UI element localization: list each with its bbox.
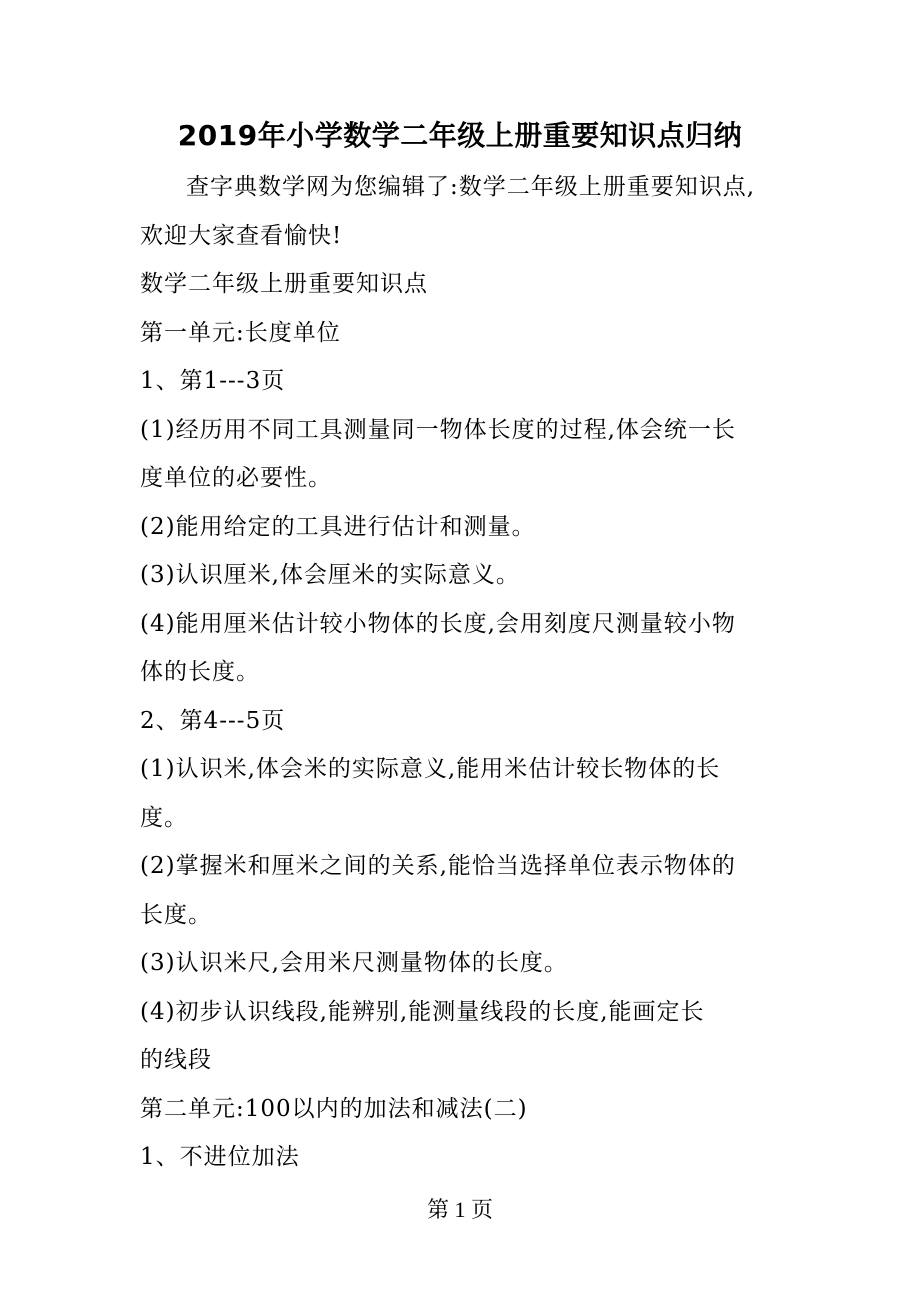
list-item-line: 的线段 [140, 1047, 212, 1073]
list-item-line: (2)能用给定的工具进行估计和测量。 [140, 513, 536, 540]
list-item-line: 度。 [140, 804, 188, 831]
list-item-line: 体的长度。 [140, 659, 260, 685]
paragraph-line: 查字典数学网为您编辑了:数学二年级上册重要知识点, [186, 174, 756, 200]
paragraph-line: 欢迎大家查看愉快! [140, 222, 343, 249]
document-body [140, 163, 790, 1182]
lesson-heading: 1、不进位加法 [140, 1144, 300, 1170]
lesson-heading: 2、第4---5页 [140, 707, 286, 734]
list-item-line: (4)初步认识线段,能辨别,能测量线段的长度,能画定长 [140, 998, 705, 1025]
list-item-line: (2)掌握米和厘米之间的关系,能恰当选择单位表示物体的 [140, 853, 736, 879]
lesson-heading: 1、第1---3页 [140, 368, 286, 394]
list-item-line: 度单位的必要性。 [140, 465, 332, 491]
document-title: 2019年小学数学二年级上册重要知识点归纳 [177, 119, 743, 152]
list-item-line: (3)认识米尺,会用米尺测量物体的长度。 [140, 950, 568, 976]
unit-heading: 第二单元:100以内的加法和减法(二) [140, 1095, 528, 1122]
page-number: 第 1 页 [426, 1197, 493, 1222]
list-item-line: (3)认识厘米,体会厘米的实际意义。 [140, 562, 520, 588]
list-item-line: (1)认识米,体会米的实际意义,能用米估计较长物体的长 [140, 756, 721, 782]
list-item-line: 长度。 [140, 901, 212, 928]
list-item-line: (4)能用厘米估计较小物体的长度,会用刻度尺测量较小物 [140, 610, 736, 637]
unit-heading: 第一单元:长度单位 [140, 319, 341, 346]
section-heading: 数学二年级上册重要知识点 [140, 271, 428, 297]
list-item-line: (1)经历用不同工具测量同一物体长度的过程,体会统一长 [140, 416, 736, 443]
